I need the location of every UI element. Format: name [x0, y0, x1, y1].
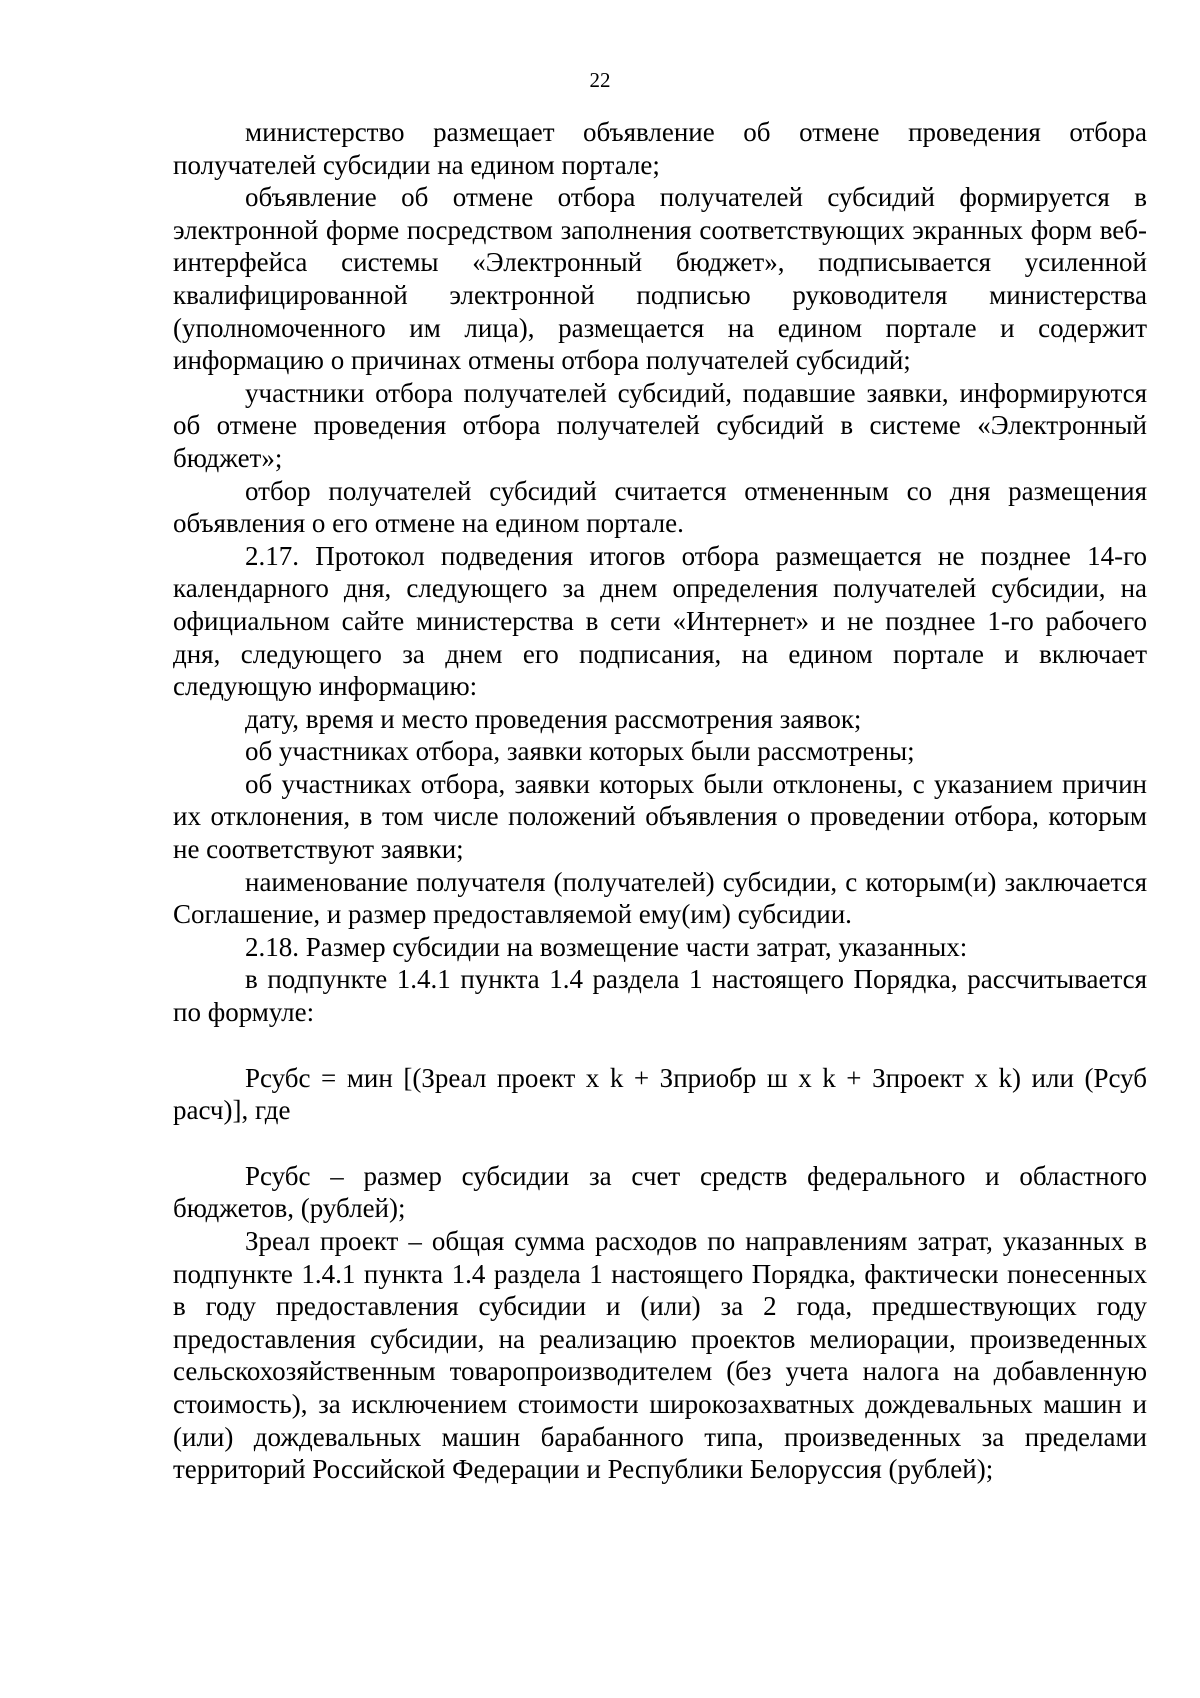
- page-number: 22: [589, 68, 611, 92]
- paragraph: объявление об отмене отбора получателей субсидий формируется в электронной форме посредством заполнения соответствующих экранных форм веб-интерфейса системы «Электронный бюджет», подписывается усиленной квалифицированной электронной подписью руководителя министерства (уполномоченного им лица), размещается на едином портале и содержит информацию о причинах отмены отбора получателей субсидий;: [173, 182, 1147, 376]
- list-item: об участниках отбора, заявки которых были рассмотрены;: [245, 736, 915, 767]
- paragraph: участники отбора получателей субсидий, подавшие заявки, информируются об отмене проведения отбора получателей субсидий в системе «Электронный бюджет»;: [173, 377, 1147, 473]
- section-2-18: 2.18. Размер субсидии на возмещение части затрат, указанных:: [245, 931, 968, 962]
- document-body: [173, 116, 1147, 1486]
- definition: Рсубс – размер субсидии за счет средств федерального и областного бюджетов, (рублей);: [173, 1160, 1147, 1224]
- paragraph: отбор получателей субсидий считается отмененным со дня размещения объявления о его отмене на едином портале.: [173, 475, 1147, 539]
- spacer: [173, 1127, 1147, 1160]
- definition: Зреал проект – общая сумма расходов по направлениям затрат, указанных в подпункте 1.4.1 пункта 1.4 раздела 1 настоящего Порядка, фактически понесенных в году предоставления субсидии и (или) за 2 года, предшествующих году предоставления субсидии, на реализацию проектов мелиорации, произведенных сельскохозяйственным товаропроизводителем (без учета налога на добавленную стоимость), за исключением стоимости широкозахватных дождевальных машин и (или) дождевальных машин барабанного типа, произведенных за пределами территорий Российской Федерации и Республики Белоруссия (рублей);: [173, 1226, 1147, 1485]
- paragraph: министерство размещает объявление об отмене проведения отбора получателей субсидии на едином портале;: [173, 117, 1147, 180]
- list-item: дату, время и место проведения рассмотрения заявок;: [245, 703, 862, 734]
- section-2-17: 2.17. Протокол подведения итогов отбора размещается не позднее 14-го календарного дня, следующего за днем определения получателей субсидии, на официальном сайте министерства в сети «Интернет» и не позднее 1-го рабочего дня, следующего за днем его подписания, на едином портале и включает следующую информацию:: [173, 540, 1147, 702]
- paragraph: в подпункте 1.4.1 пункта 1.4 раздела 1 настоящего Порядка, рассчитывается по формуле:: [173, 964, 1147, 1028]
- formula: Рсубс = мин [(Зреал проект х k + Зприобр ш х k + Зпроект х k) или (Рсуб расч)], где: [173, 1062, 1147, 1126]
- list-item: об участниках отбора, заявки которых были отклонены, с указанием причин их отклонения, в том числе положений объявления о проведении отбора, которым не соответствуют заявки;: [173, 768, 1147, 865]
- list-item: наименование получателя (получателей) субсидии, с которым(и) заключается Соглашение, и размер предоставляемой ему(им) субсидии.: [173, 866, 1147, 930]
- spacer: [173, 1029, 1147, 1062]
